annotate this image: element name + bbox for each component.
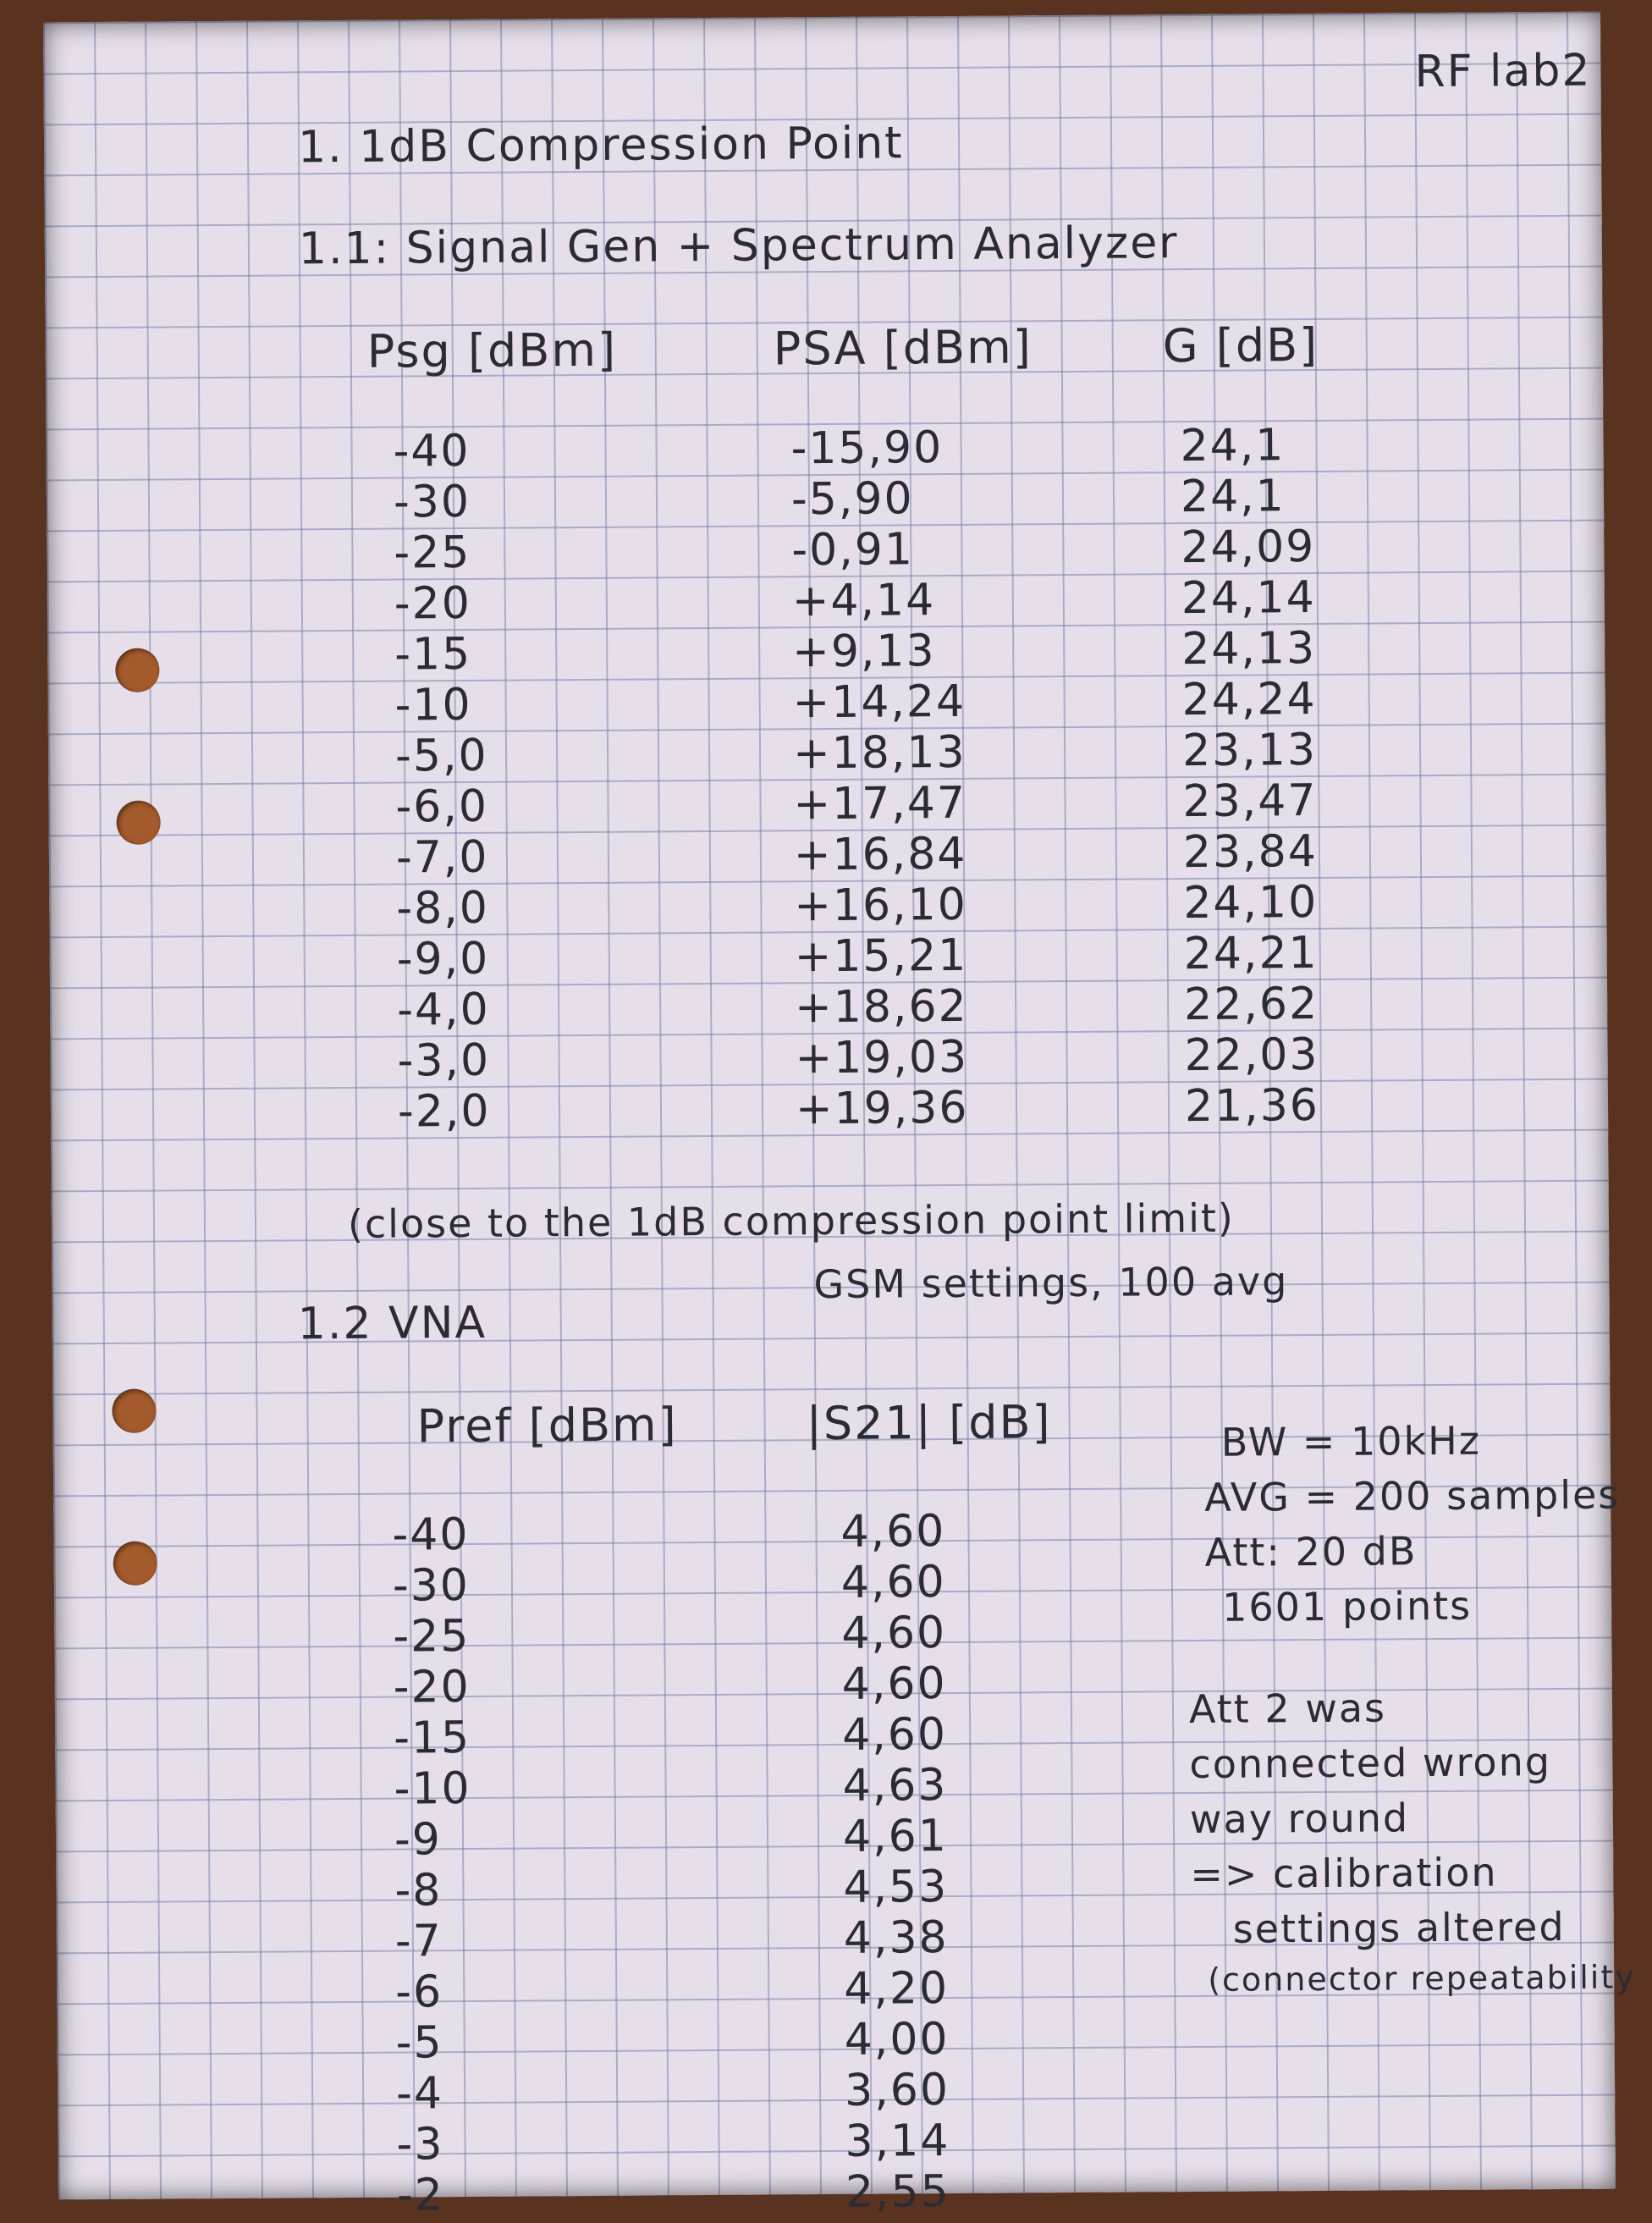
- setting-bandwidth: BW = 10kHz: [1220, 1417, 1482, 1465]
- table1-cell: 23,84: [1182, 825, 1319, 879]
- table1-cell: +16,10: [794, 879, 967, 932]
- binder-hole: [112, 1389, 156, 1433]
- binder-hole: [113, 1542, 157, 1586]
- remark-line: way round: [1189, 1795, 1410, 1843]
- table1-cell: +4,14: [791, 575, 936, 627]
- table1-cell: 22,62: [1183, 978, 1319, 1031]
- table1-cell: -15,90: [790, 422, 944, 475]
- setting-averaging: AVG = 200 samples: [1204, 1471, 1621, 1520]
- table1-cell: 24,1: [1180, 471, 1286, 523]
- table2-cell: -7: [394, 1916, 443, 1967]
- table1-cell: -40: [393, 425, 471, 477]
- table1-settings-note: GSM settings, 100 avg: [813, 1258, 1289, 1308]
- table2-cell: -15: [393, 1712, 471, 1764]
- table1-cell: -9,0: [396, 933, 490, 985]
- table2-col-pref: [392, 1509, 474, 2221]
- table1-cell: 24,14: [1181, 571, 1316, 625]
- remark-line: => calibration: [1190, 1849, 1498, 1898]
- table2-cell: -10: [394, 1762, 471, 1815]
- setting-points: 1601 points: [1221, 1582, 1473, 1630]
- table1-col-psa: [790, 422, 968, 1134]
- table2-cell: 4,00: [844, 2014, 950, 2066]
- table2-header-s21: |S21| [dB]: [806, 1395, 1052, 1451]
- table1-cell: -5,90: [790, 473, 914, 526]
- table1-cell: 21,36: [1184, 1079, 1320, 1133]
- binder-hole: [116, 801, 160, 845]
- table2-cell: 4,53: [843, 1862, 949, 1913]
- table1-cell: -20: [394, 577, 471, 630]
- table1-header-psg: Psg [dBm]: [366, 323, 618, 378]
- table1-cell: -5,0: [394, 730, 488, 782]
- table1-cell: -10: [394, 679, 472, 731]
- table1-cell: +17,47: [793, 777, 967, 830]
- table1-cell: -4,0: [396, 984, 490, 1036]
- setting-attenuation: Att: 20 dB: [1204, 1528, 1418, 1575]
- section-1-2-title: 1.2 VNA: [297, 1297, 487, 1350]
- table1-cell: +16,84: [793, 828, 967, 881]
- table2-cell: 4,60: [840, 1506, 946, 1558]
- table2-cell: -2: [396, 2170, 445, 2221]
- table1-note: (close to the 1dB compression point limit): [347, 1194, 1236, 1247]
- table1-cell: 24,13: [1181, 622, 1317, 676]
- table2-cell: 3,14: [845, 2115, 950, 2167]
- section-1-title: 1. 1dB Compression Point: [297, 118, 904, 174]
- table2-cell: -3: [396, 2119, 444, 2171]
- notebook-page: [43, 12, 1636, 2221]
- table2-cell: -30: [392, 1559, 471, 1612]
- table1-cell: 22,03: [1184, 1029, 1319, 1082]
- table1-cell: -15: [394, 628, 472, 681]
- remark-line: connected wrong: [1189, 1739, 1552, 1788]
- table2-cell: 4,61: [842, 1811, 949, 1862]
- remark-line: Att 2 was: [1188, 1685, 1387, 1733]
- table1-cell: -7,0: [395, 831, 489, 884]
- table2-cell: 4,60: [841, 1658, 947, 1710]
- table1-cell: -25: [394, 527, 471, 579]
- table1-cell: 24,10: [1183, 876, 1319, 929]
- table1-cell: 24,21: [1183, 927, 1319, 980]
- table1-col-psg: [393, 426, 490, 1138]
- table2-cell: 4,20: [844, 1963, 950, 2015]
- table1-cell: +19,36: [795, 1082, 969, 1135]
- table1-header-gain: G [dB]: [1162, 317, 1319, 373]
- remark-line: settings altered: [1232, 1903, 1566, 1952]
- table2-col-s21: [840, 1506, 950, 2218]
- table2-header-pref: Pref [dBm]: [416, 1398, 678, 1454]
- table1-cell: 23,47: [1182, 775, 1318, 828]
- table1-cell: 24,1: [1180, 420, 1286, 472]
- table1-cell: -0,91: [791, 524, 915, 576]
- table1-cell: -30: [393, 476, 471, 528]
- section-1-1-title: 1.1: Signal Gen + Spectrum Analyzer: [298, 218, 1179, 275]
- table1-col-gain: [1180, 420, 1319, 1132]
- table1-cell: +9,13: [792, 626, 936, 678]
- table2-cell: 4,60: [841, 1709, 948, 1761]
- table2-cell: 4,60: [840, 1557, 946, 1608]
- table2-cell: 3,60: [844, 2065, 950, 2116]
- table1-cell: +14,24: [792, 676, 966, 729]
- table2-cell: -5: [395, 2017, 443, 2069]
- table1-cell: -2,0: [397, 1085, 491, 1138]
- binder-hole: [115, 648, 159, 692]
- table1-cell: -8,0: [396, 882, 490, 935]
- table1-cell: -6,0: [395, 781, 489, 833]
- table1-cell: +15,21: [794, 929, 968, 983]
- table2-cell: -6: [395, 1966, 443, 2018]
- table2-cell: -4: [395, 2068, 444, 2120]
- table2-cell: -40: [392, 1509, 470, 1561]
- table1-cell: +19,03: [795, 1031, 969, 1084]
- table1-cell: +18,62: [794, 980, 968, 1034]
- table2-cell: 4,38: [843, 1912, 949, 1964]
- table2-cell: -20: [393, 1661, 471, 1713]
- table1-header-psa: PSA [dBm]: [773, 320, 1032, 376]
- table2-cell: -9: [394, 1814, 443, 1866]
- table1-cell: +18,13: [792, 726, 966, 780]
- table1-cell: 23,13: [1181, 724, 1318, 777]
- table1-cell: 24,09: [1181, 521, 1316, 574]
- corner-label: RF lab2: [1414, 45, 1592, 98]
- table2-cell: -8: [394, 1865, 443, 1917]
- table1-cell: 24,24: [1181, 673, 1317, 726]
- table2-cell: 2,55: [845, 2166, 950, 2218]
- table2-cell: 4,60: [841, 1608, 947, 1659]
- remark-line: (connector repeatability: [1208, 1958, 1636, 1999]
- table2-cell: 4,63: [842, 1760, 948, 1812]
- table1-cell: -3,0: [397, 1034, 491, 1087]
- table2-cell: -25: [393, 1610, 471, 1663]
